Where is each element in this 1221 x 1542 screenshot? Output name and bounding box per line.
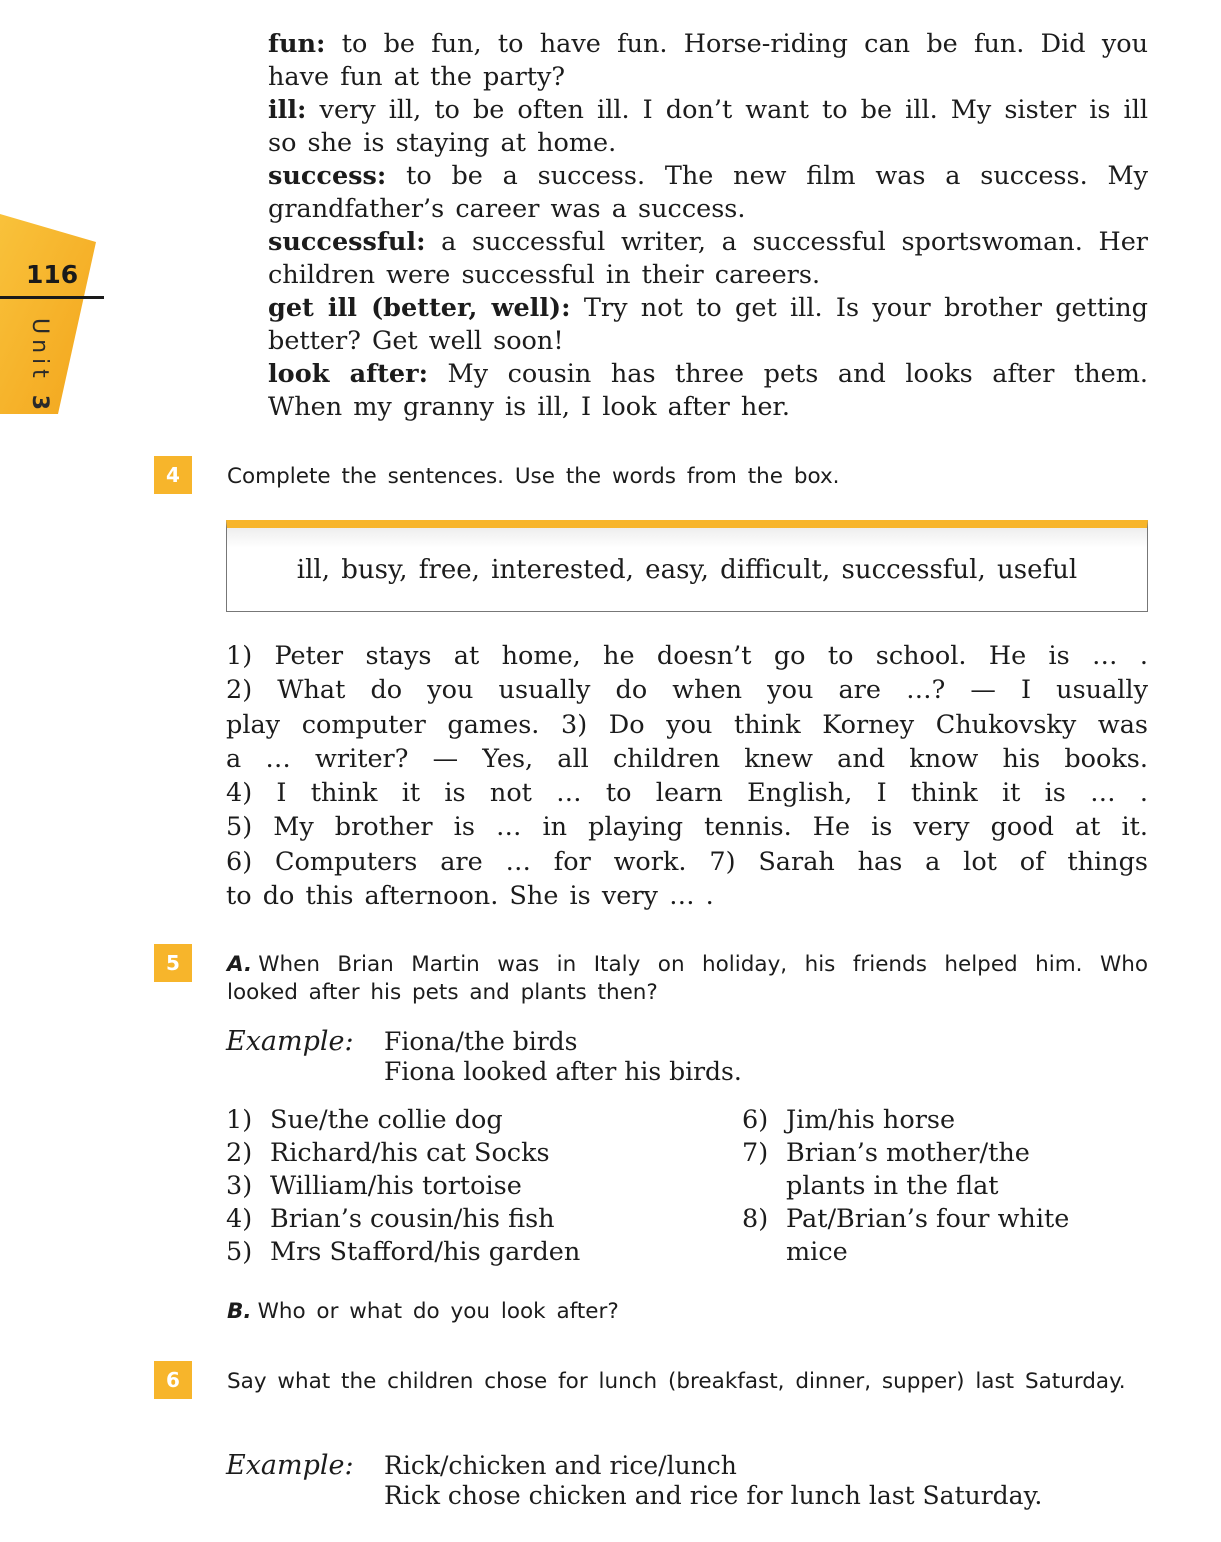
vocab-text: to be a success. The new film was a success. My grandfather’s career was a success. (268, 161, 1148, 224)
vocab-entry (268, 358, 1148, 424)
item-number: 8) (742, 1204, 769, 1234)
item-text: Jim/his horse (786, 1105, 956, 1135)
list-item (742, 1137, 1069, 1203)
part-a-text: When Brian Martin was in Italy on holiday, his friends helped him. Who looked after his pets and plants then? (227, 952, 1148, 1005)
unit-word: Unit (27, 318, 52, 383)
vocab-entry (268, 226, 1148, 292)
vocab-term: successful: (268, 227, 426, 257)
item-text-continued: mice (786, 1237, 848, 1267)
word-box: ill, busy, free, interested, easy, difficult, successful, useful (226, 520, 1148, 612)
sentence-line: a … writer? — Yes, all children knew and know his books. (226, 743, 1148, 774)
item-number: 1) (226, 1105, 253, 1135)
part-b-text: Who or what do you look after? (257, 1299, 619, 1324)
list-item (226, 1203, 580, 1236)
example-label: Example: (226, 1026, 354, 1057)
item-number: 5) (226, 1237, 253, 1267)
item-number: 3) (226, 1171, 253, 1201)
sentence-line: 1) Peter stays at home, he doesn’t go to school. He is … . (226, 641, 1148, 671)
sentence-line: 5) My brother is … in playing tennis. He is very good at it. (226, 812, 1148, 843)
part-b-label: B. (227, 1299, 252, 1324)
vocab-text: very ill, to be often ill. I don’t want to be ill. My sister is ill so she is staying at home. (268, 95, 1149, 158)
item-text: Brian’s cousin/his fish (270, 1204, 555, 1234)
vocab-entry (268, 94, 1148, 160)
sentence-line: play computer games. 3) Do you think Korney Chukovsky was (226, 709, 1148, 740)
list-item (742, 1104, 1069, 1137)
item-number: 7) (742, 1138, 769, 1168)
sentence-line: 4) I think it is not … to learn English, I think it is … . (226, 778, 1148, 809)
item-text: Pat/Brian’s four white (786, 1204, 1070, 1234)
item-number: 2) (226, 1138, 253, 1168)
vocab-term: look after: (268, 359, 429, 389)
page-number: 116 (26, 260, 79, 289)
exercise-6-instruction: Say what the children chose for lunch (breakfast, dinner, supper) last Saturday. (227, 1369, 1126, 1394)
vocab-entry (268, 28, 1148, 94)
vocab-term: ill: (268, 95, 307, 125)
unit-number: 3 (27, 394, 52, 416)
list-item (226, 1137, 580, 1170)
example-line: Rick chose chicken and rice for lunch last Saturday. (384, 1481, 1043, 1510)
item-number: 6) (742, 1105, 769, 1135)
vocab-term: fun: (268, 29, 326, 59)
vocab-text: My cousin has three pets and looks after them. When my granny is ill, I look after her. (268, 359, 1149, 422)
exercise-5-list-right (742, 1104, 1069, 1269)
unit-label (22, 318, 52, 438)
vocab-text: to be fun, to have fun. Horse-riding can be fun. Did you have fun at the party? (268, 29, 1149, 92)
exercise-4-instruction: Complete the sentences. Use the words from the box. (227, 464, 840, 489)
vocab-text: a successful writer, a successful sportswoman. Her children were successful in their careers. (268, 227, 1148, 290)
exercise-5-part-a (227, 951, 1148, 1007)
item-text: Richard/his cat Socks (270, 1138, 550, 1168)
exercise-5-badge: 5 (154, 944, 192, 982)
example-line: Rick/chicken and rice/lunch (384, 1451, 737, 1480)
example-label: Example: (226, 1450, 354, 1481)
sentence-line: to do this afternoon. She is very … . (226, 881, 714, 912)
exercise-4-sentences (226, 639, 1148, 913)
example-line: Fiona looked after his birds. (384, 1057, 742, 1086)
exercise-6-badge: 6 (154, 1361, 192, 1399)
list-item (226, 1170, 580, 1203)
item-text: Sue/the collie dog (270, 1105, 503, 1135)
vocab-term: get ill (better, well): (268, 293, 571, 323)
vocab-text: Try not to get ill. Is your brother getting better? Get well soon! (268, 293, 1149, 356)
exercise-5-part-b (227, 1298, 1148, 1326)
vocabulary-list (268, 28, 1148, 424)
exercise-4-badge: 4 (154, 456, 192, 494)
list-item (742, 1203, 1069, 1269)
example-line: Fiona/the birds (384, 1027, 578, 1056)
list-item (226, 1236, 580, 1269)
item-number: 4) (226, 1204, 253, 1234)
sentence-line: 2) What do you usually do when you are …? — I usually (226, 675, 1148, 706)
item-text: Brian’s mother/the (786, 1138, 1030, 1168)
vocab-term: success: (268, 161, 387, 191)
item-text-continued: plants in the flat (786, 1171, 999, 1201)
list-item (226, 1104, 580, 1137)
page-number-rule (0, 296, 104, 299)
vocab-entry (268, 292, 1148, 358)
vocab-entry (268, 160, 1148, 226)
item-text: Mrs Stafford/his garden (270, 1237, 581, 1267)
item-text: William/his tortoise (270, 1171, 522, 1201)
sentence-line: 6) Computers are … for work. 7) Sarah has a lot of things (226, 846, 1148, 877)
exercise-5-list-left (226, 1104, 580, 1269)
part-a-label: A. (227, 952, 253, 977)
